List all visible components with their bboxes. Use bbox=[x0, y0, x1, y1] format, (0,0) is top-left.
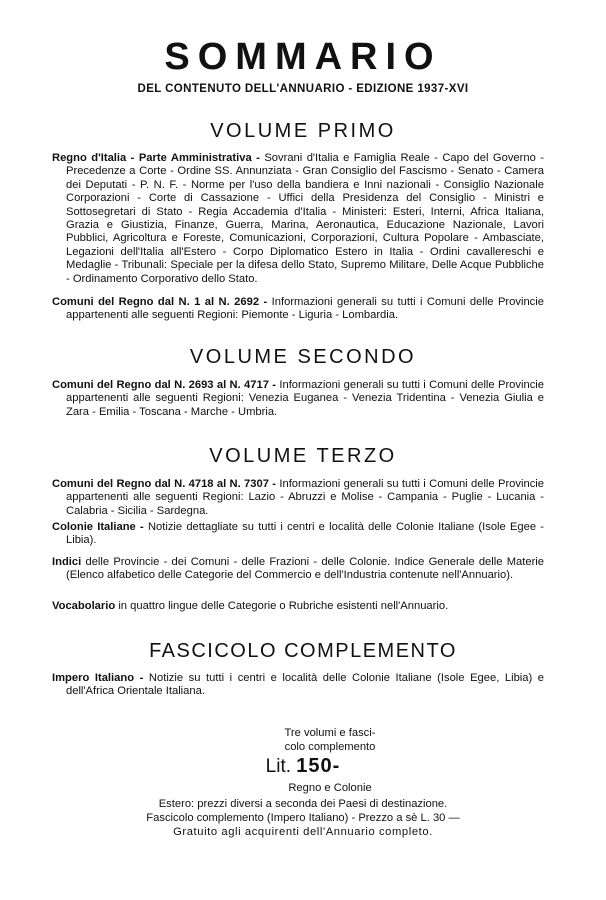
entry-text: Informazioni generali su tutti i Comuni delle Provincie appartenenti alle seguenti Regioni: Lazio - Abruzzi e Molise - Campania - Puglie - Lucania - Calabria - Sicilia - Sardegna. bbox=[66, 478, 544, 517]
entry-impero-italiano bbox=[52, 672, 544, 699]
entry-text: delle Provincie - dei Comuni - delle Frazioni - delle Colonie. Indice Generale delle Materie (Elenco alfabetico delle Categorie del Commercio e dell'Industria contenute nell'Annuario). bbox=[66, 556, 545, 582]
volume-secondo-heading: VOLUME SECONDO bbox=[189, 346, 417, 368]
footer-line-3: Gratuito agli acquirenti dell'Annuario completo. bbox=[173, 826, 433, 838]
price-amount bbox=[0, 755, 606, 778]
fascicolo-heading: FASCICOLO COMPLEMENTO bbox=[149, 640, 457, 662]
price-value: 150- bbox=[296, 755, 341, 777]
entry-lead: Colonie Italiane - bbox=[52, 521, 144, 533]
footer-line-1: Estero: prezzi diversi a seconda dei Paesi di destinazione. bbox=[158, 798, 448, 810]
entry-text: Notizie su tutti i centri e località delle Colonie Italiane (Isole Egee, Libia) e dell'Africa Orientale Italiana. bbox=[66, 672, 545, 698]
footer-line-2: Fascicolo complemento (Impero Italiano) - Prezzo a sè L. 30 — bbox=[146, 812, 460, 824]
entry-comuni-2693-4717 bbox=[52, 379, 544, 419]
entry-lead: Comuni del Regno dal N. 4718 al N. 7307 - bbox=[52, 478, 277, 490]
price-line-2: colo complemento bbox=[284, 741, 376, 753]
entry-indici bbox=[52, 556, 544, 583]
entry-vocabolario bbox=[52, 600, 544, 613]
entry-lead: Regno d'Italia - Parte Amministrativa - bbox=[52, 152, 260, 164]
entry-lead: Comuni del Regno dal N. 2693 al N. 4717 - bbox=[52, 379, 277, 391]
footer-notes bbox=[0, 797, 606, 839]
volume-primo-heading: VOLUME PRIMO bbox=[210, 120, 396, 142]
entry-text: Informazioni generali su tutti i Comuni delle Provincie appartenenti alle seguenti Regioni: Piemonte - Liguria - Lombardia. bbox=[66, 296, 544, 322]
volume-terzo-heading: VOLUME TERZO bbox=[209, 445, 397, 467]
price-description bbox=[200, 726, 460, 754]
entry-lead: Vocabolario bbox=[52, 600, 116, 612]
price-currency: Lit. bbox=[265, 756, 292, 777]
entry-lead: Indici bbox=[52, 556, 82, 568]
price-line-1: Tre volumi e fasci- bbox=[284, 727, 376, 739]
entry-text: Informazioni generali su tutti i Comuni delle Provincie appartenenti alle seguenti Regioni: Venezia Euganea - Venezia Tridentina - Venezia Giulia e Zara - Emilia - Toscana - Marche - Umbria. bbox=[66, 379, 544, 418]
price-region: Regno e Colonie bbox=[288, 782, 372, 794]
entry-regno-italia bbox=[52, 152, 544, 286]
entry-lead: Impero Italiano - bbox=[52, 672, 144, 684]
entry-text: in quattro lingue delle Categorie o Rubriche esistenti nell'Annuario. bbox=[118, 600, 449, 612]
entry-text: Sovrani d'Italia e Famiglia Reale - Capo del Governo - Precedenze a Corte - Ordine SS. Annunziata - Gran Consiglio del Fascismo - Senato - Camera dei Deputati - P. N. F. - Norme per l'uso della bandiera e Inni nazionali - Consiglio Nazionale Corporazioni - Corte di Cassazione - Uffici della Presidenza del Consiglio - Ministri e Sottosegretari di Stato - Regia Accademia d'Italia - Ministeri: Esteri, Interni, Africa Italiana, Grazia e Giustizia, Finanze, Guerra, Marina, Aeronautica, Educazione Nazionale, Lavori Pubblici, Agricoltura e Foreste, Comunicazioni, Corporazioni, Cultura Popolare - Ambasciate, Legazioni dell'Italia all'Estero - Corpo Diplomatico Estero in Italia - Ordini cavallereschi e Medaglie - Tribunali: Speciale per la difesa dello Stato, Supremo Militare, Delle Acque Pubbliche - Ordinamento Corporativo dello Stato. bbox=[66, 152, 544, 285]
page-title: SOMMARIO bbox=[164, 36, 442, 78]
entry-comuni-1-2692 bbox=[52, 296, 544, 323]
entry-text: Notizie dettagliate su tutti i centri e località delle Colonie Italiane (Isole Egee - Libia). bbox=[66, 521, 545, 547]
entry-colonie-italiane bbox=[52, 521, 544, 548]
entry-lead: Comuni del Regno dal N. 1 al N. 2692 - bbox=[52, 296, 268, 308]
page-subtitle: DEL CONTENUTO DELL'ANNUARIO - EDIZIONE 1937-XVI bbox=[137, 83, 469, 95]
entry-comuni-4718-7307 bbox=[52, 478, 544, 518]
